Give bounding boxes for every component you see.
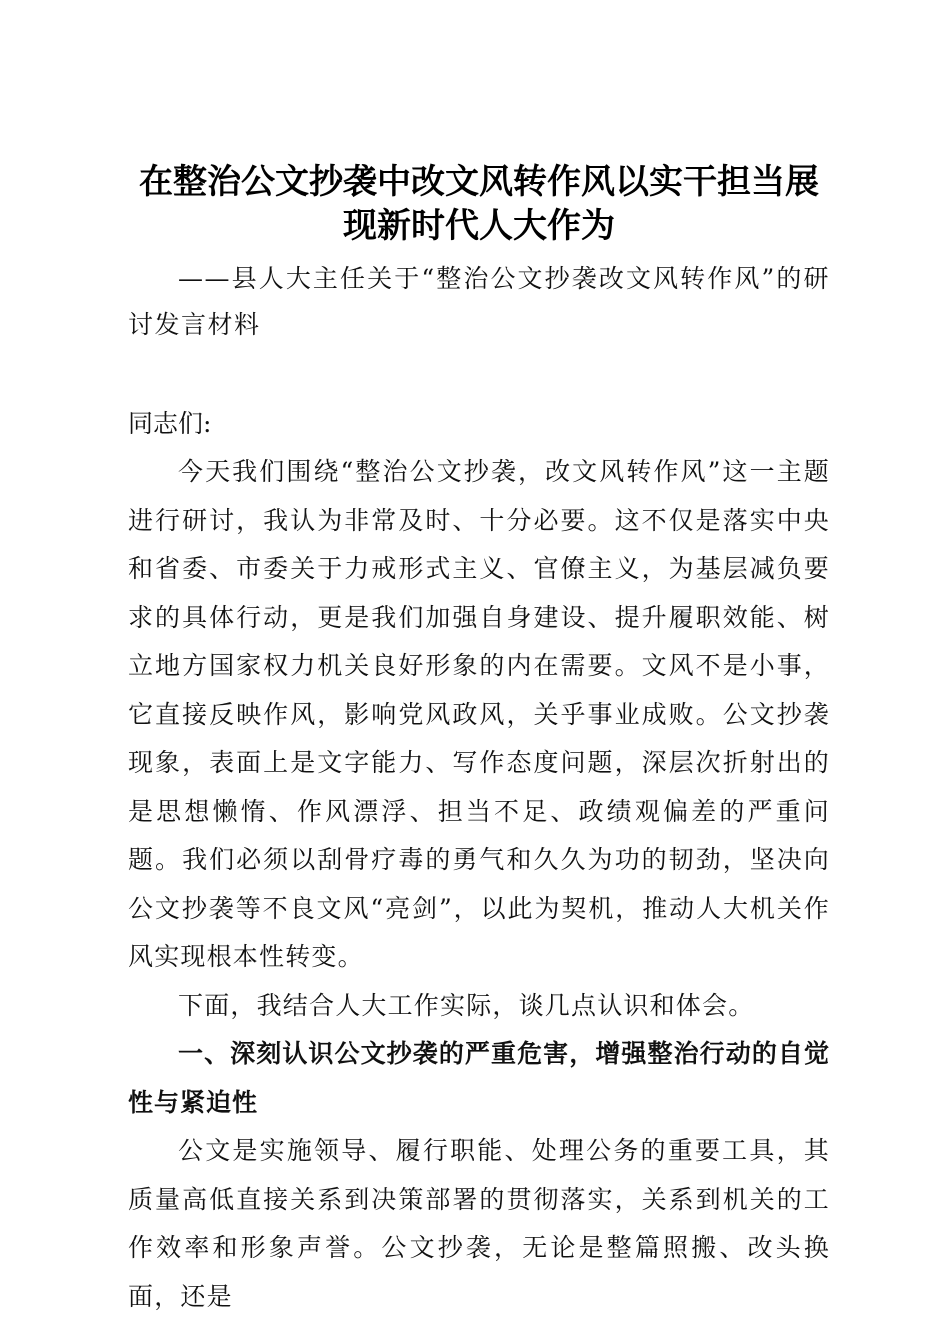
document-body bbox=[128, 160, 830, 1321]
document-title: 在整治公文抄袭中改文风转作风以实干担当展现新时代人大作为 bbox=[139, 162, 819, 246]
document-subtitle: ——县人大主任关于“整治公文抄袭改文风转作风”的研讨发言材料 bbox=[128, 264, 830, 339]
section-1-heading: 一、深刻认识公文抄袭的严重危害，增强整治行动的自觉性与紧迫性 bbox=[128, 1039, 830, 1117]
section-1-paragraph: 公文是实施领导、履行职能、处理公务的重要工具，其质量高低直接关系到决策部署的贯彻落实，关系到机关的工作效率和形象声誉。公文抄袭，无论是整篇照搬、改头换面，还是 bbox=[128, 1136, 830, 1311]
paragraph-transition: 下面，我结合人大工作实际，谈几点认识和体会。 bbox=[178, 990, 755, 1020]
paragraph-intro: 今天我们围绕“整治公文抄袭，改文风转作风”这一主题进行研讨，我认为非常及时、十分必要。这不仅是落实中央和省委、市委关于力戒形式主义、官僚主义，为基层减负要求的具体行动，更是我们加强自身建设、提升履职效能、树立地方国家权力机关良好形象的内在需要。文风不是小事，它直接反映作风，影响党风政风，关乎事业成败。公文抄袭现象，表面上是文字能力、写作态度问题，深层次折射出的是思想懒惰、作风漂浮、担当不足、政绩观偏差的严重问题。我们必须以刮骨疗毒的勇气和久久为功的韧劲，坚决向公文抄袭等不良文风“亮剑”，以此为契机，推动人大机关作风实现根本性转变。 bbox=[128, 457, 830, 971]
salutation: 同志们: bbox=[128, 409, 212, 438]
